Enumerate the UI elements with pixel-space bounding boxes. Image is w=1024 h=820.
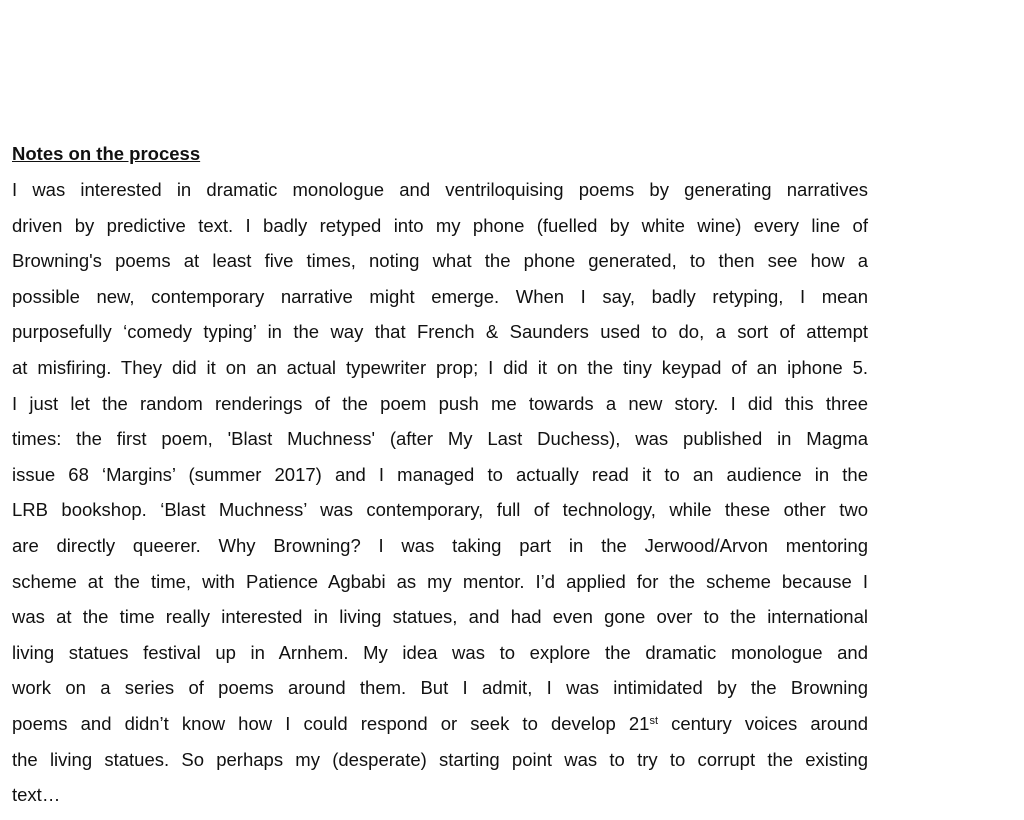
paragraph-line: I just let the random renderings of the poem push me towards a new story. I did this three [12,392,868,414]
paragraph-line: are directly queerer. Why Browning? I was taking part in the Jerwood/Arvon mentoring [12,534,868,556]
paragraph-line-with-superscript [12,706,868,742]
paragraph-line: work on a series of poems around them. But I admit, I was intimidated by the Browning [12,677,868,699]
paragraph-line: at misfiring. They did it on an actual typewriter prop; I did it on the tiny keypad of an iphone 5. [12,356,868,378]
body-paragraph [12,172,868,813]
paragraph-line: was at the time really interested in living statues, and had even gone over to the international [12,606,868,628]
paragraph-line: driven by predictive text. I badly retyped into my phone (fuelled by white wine) every line of [12,214,868,236]
line-text-before: poems and didn’t know how I could respond or seek to develop 21 [12,712,650,734]
document-page [12,140,868,813]
line-text-after: century voices around [658,712,868,734]
paragraph-line: issue 68 ‘Margins’ (summer 2017) and I managed to actually read it to an audience in the [12,463,868,485]
paragraph-line: purposefully ‘comedy typing’ in the way that French & Saunders used to do, a sort of attempt [12,321,868,343]
ordinal-superscript: st [649,714,658,727]
paragraph-line: LRB bookshop. ‘Blast Muchness’ was contemporary, full of technology, while these other two [12,499,868,521]
paragraph-line: living statues festival up in Arnhem. My idea was to explore the dramatic monologue and [12,641,868,663]
paragraph-line: possible new, contemporary narrative might emerge. When I say, badly retyping, I mean [12,285,868,307]
section-heading: Notes on the process [12,143,201,164]
paragraph-line: the living statues. So perhaps my (desperate) starting point was to try to corrupt the existing [12,748,868,770]
paragraph-line: times: the first poem, 'Blast Muchness' (after My Last Duchess), was published in Magma [12,428,868,450]
paragraph-line: Browning's poems at least five times, noting what the phone generated, to then see how a [12,250,868,272]
paragraph-line: I was interested in dramatic monologue and ventriloquising poems by generating narratives [12,179,868,200]
paragraph-line: scheme at the time, with Patience Agbabi as my mentor. I’d applied for the scheme because I [12,570,868,592]
paragraph-last-line: text… [12,784,61,806]
